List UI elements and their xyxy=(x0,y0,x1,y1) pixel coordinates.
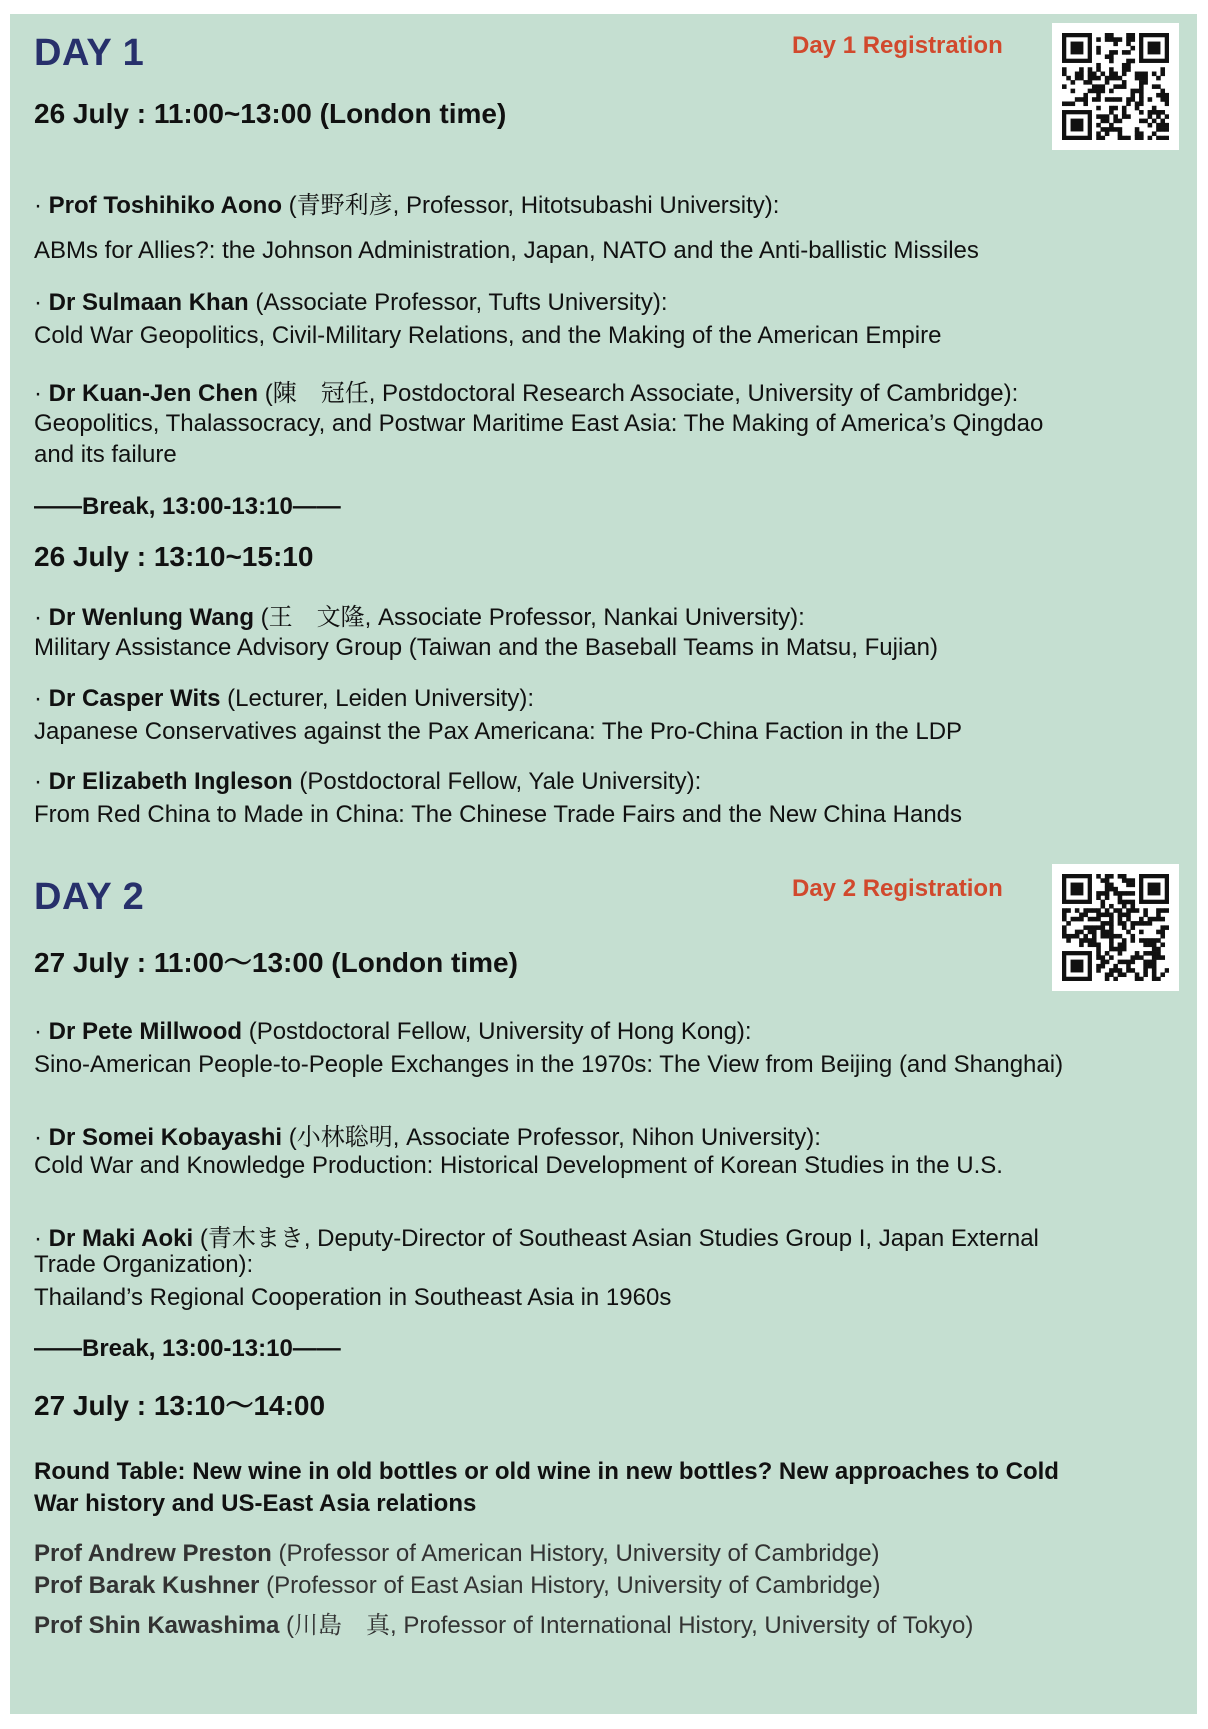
roundtable-title-continued: War history and US-East Asia relations xyxy=(34,1490,477,1517)
speaker-affiliation: (小林聡明, Associate Professor, Nihon University): xyxy=(282,1124,821,1151)
roundtable-title: Round Table: New wine in old bottles or old wine in new bottles? New approaches to Cold xyxy=(34,1458,1059,1485)
speaker-name: Dr Kuan-Jen Chen xyxy=(48,380,259,407)
speaker-name: Dr Elizabeth Ingleson xyxy=(48,768,293,795)
speaker-name: Prof Toshihiko Aono xyxy=(48,192,282,219)
bullet: · xyxy=(34,685,49,712)
talk-title: Cold War and Knowledge Production: Historical Development of Korean Studies in the U.S. xyxy=(34,1152,1003,1179)
day2-title: DAY 2 xyxy=(34,876,145,918)
speaker-name: Dr Maki Aoki xyxy=(48,1225,194,1252)
speaker-affiliation: (Associate Professor, Tufts University): xyxy=(248,289,668,316)
speaker-affiliation: (Lecturer, Leiden University): xyxy=(220,685,534,712)
talk-speaker xyxy=(34,185,779,220)
panelist-affiliation: (Professor of American History, University of Cambridge) xyxy=(271,1540,880,1567)
speaker-name: Dr Pete Millwood xyxy=(48,1018,243,1045)
day2-session1-time: 27 July : 11:00～13:00 (London time) xyxy=(34,947,518,978)
talk-speaker xyxy=(34,373,1018,408)
talk-title: Sino-American People-to-People Exchanges in the 1970s: The View from Beijing (and Shanghai) xyxy=(34,1051,1064,1078)
day1-registration-link[interactable]: Day 1 Registration xyxy=(792,32,1003,59)
panelist-affiliation: (川島 真, Professor of International History, University of Tokyo) xyxy=(279,1612,974,1639)
speaker-affiliation: (王 文隆, Associate Professor, Nankai University): xyxy=(253,604,805,631)
talk-title: Thailand’s Regional Cooperation in Southeast Asia in 1960s xyxy=(34,1284,672,1311)
bullet: · xyxy=(34,768,49,795)
panelist-name: Prof Shin Kawashima xyxy=(34,1612,280,1639)
talk-speaker xyxy=(34,1117,821,1152)
talk-speaker xyxy=(34,597,805,632)
panelist-name: Prof Andrew Preston xyxy=(34,1540,272,1567)
speaker-affiliation-continued: Trade Organization): xyxy=(34,1251,254,1278)
speaker-name: Dr Somei Kobayashi xyxy=(48,1124,283,1151)
talk-title-continued: and its failure xyxy=(34,441,177,468)
speaker-affiliation: (青野利彦, Professor, Hitotsubashi University): xyxy=(281,192,780,219)
speaker-affiliation: (青木まき, Deputy-Director of Southeast Asian Studies Group I, Japan External xyxy=(193,1225,1039,1252)
speaker-name: Dr Sulmaan Khan xyxy=(48,289,249,316)
bullet: · xyxy=(34,192,49,219)
bullet: · xyxy=(34,380,49,407)
speaker-affiliation: (陳 冠任, Postdoctoral Research Associate, University of Cambridge): xyxy=(258,380,1019,407)
talk-speaker xyxy=(34,289,668,317)
panelist xyxy=(34,1540,880,1568)
speaker-affiliation: (Postdoctoral Fellow, University of Hong Kong): xyxy=(242,1018,752,1045)
bullet: · xyxy=(34,604,49,631)
panelist-name: Prof Barak Kushner xyxy=(34,1572,260,1599)
speaker-name: Dr Wenlung Wang xyxy=(48,604,254,631)
bullet: · xyxy=(34,1124,49,1151)
day2-qr-code-icon[interactable] xyxy=(1052,864,1179,991)
talk-speaker xyxy=(34,685,534,713)
panelist-affiliation: (Professor of East Asian History, University of Cambridge) xyxy=(259,1572,881,1599)
talk-title: Japanese Conservatives against the Pax Americana: The Pro-China Faction in the LDP xyxy=(34,718,963,745)
day1-qr-code-icon[interactable] xyxy=(1052,23,1179,150)
talk-title: ABMs for Allies?: the Johnson Administration, Japan, NATO and the Anti-ballistic Missiles xyxy=(34,237,979,264)
qr-code-icon xyxy=(1062,33,1169,140)
panelist xyxy=(34,1572,881,1600)
speaker-name: Dr Casper Wits xyxy=(48,685,221,712)
talk-title: Cold War Geopolitics, Civil-Military Relations, and the Making of the American Empire xyxy=(34,322,942,349)
day1-session2-time: 26 July : 13:10~15:10 xyxy=(34,541,314,572)
bullet: · xyxy=(34,1018,49,1045)
break-notice: ——Break, 13:00-13:10—— xyxy=(34,493,341,520)
talk-title: Geopolitics, Thalassocracy, and Postwar Maritime East Asia: The Making of America’s Qingdao xyxy=(34,410,1044,437)
talk-title: From Red China to Made in China: The Chinese Trade Fairs and the New China Hands xyxy=(34,801,963,828)
bullet: · xyxy=(34,1225,49,1252)
speaker-affiliation: (Postdoctoral Fellow, Yale University): xyxy=(292,768,702,795)
bullet: · xyxy=(34,289,49,316)
qr-code-icon xyxy=(1062,874,1169,981)
day1-title: DAY 1 xyxy=(34,32,145,74)
talk-speaker xyxy=(34,1218,1039,1253)
talk-speaker xyxy=(34,1018,752,1046)
talk-speaker xyxy=(34,768,701,796)
talk-title: Military Assistance Advisory Group (Taiwan and the Baseball Teams in Matsu, Fujian) xyxy=(34,634,938,661)
day1-session1-time: 26 July : 11:00~13:00 (London time) xyxy=(34,98,507,129)
day2-session2-time: 27 July : 13:10～14:00 xyxy=(34,1390,326,1421)
break-notice: ——Break, 13:00-13:10—— xyxy=(34,1335,341,1362)
panelist xyxy=(34,1605,973,1640)
day2-registration-link[interactable]: Day 2 Registration xyxy=(792,875,1003,902)
